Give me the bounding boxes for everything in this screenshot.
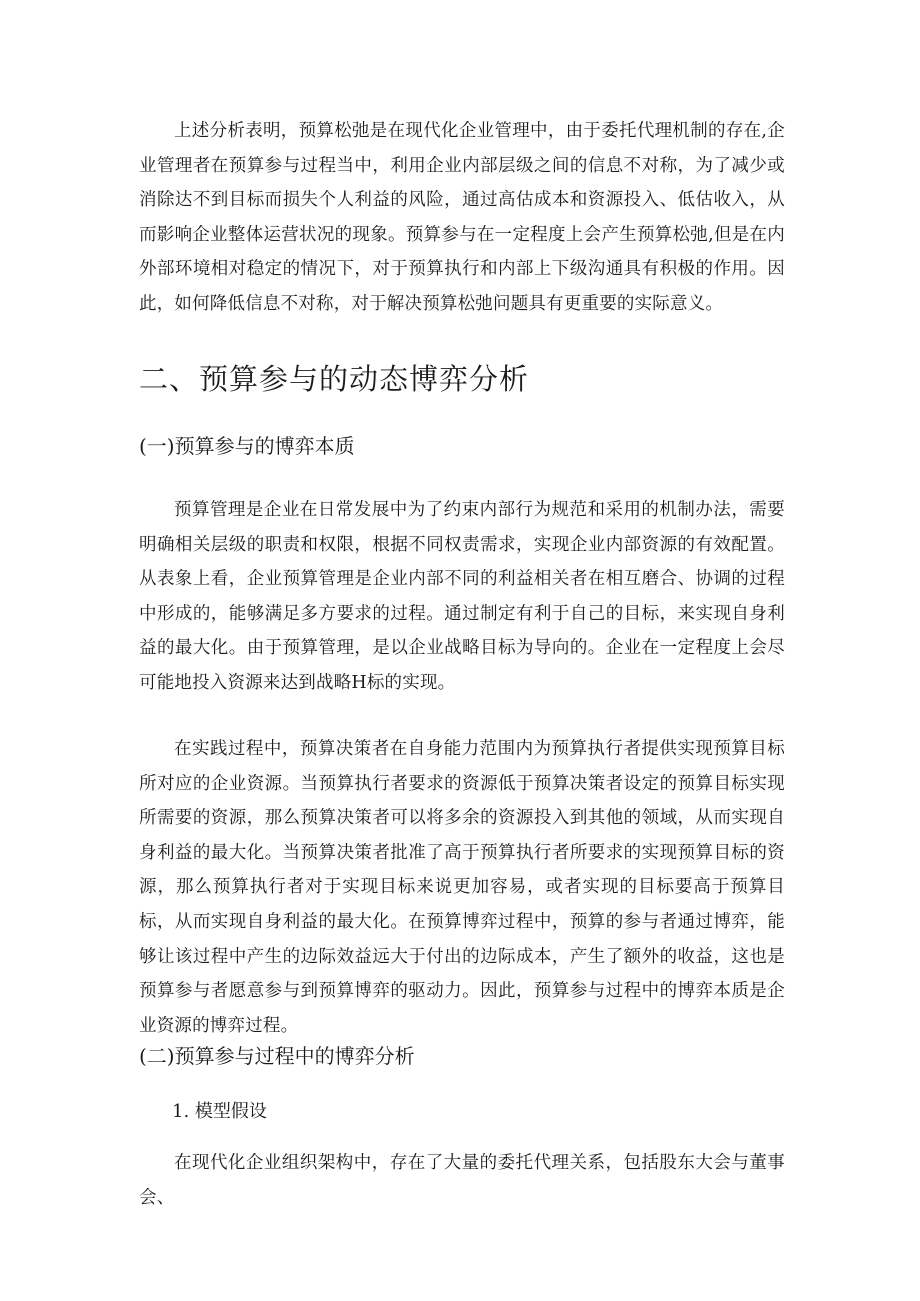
item-heading-model-assumptions: 1. 模型假设: [172, 1101, 267, 1122]
paragraph-budget-management: 预算管理是企业在日常发展中为了约束内部行为规范和采用的机制办法，需要明确相关层级的职责和权限，根据不同权责需求，实现企业内部资源的有效配置。从表象上看，企业预算管理是企业内部不同的利益相关者在相互磨合、协调的过程中形成的，能够满足多方要求的过程。通过制定有利于自己的目标，来实现自身利益的最大化。由于预算管理，是以企业战略目标为导向的。企业在一定程度上会尽可能地投入资源来达到战略H标的实现。: [139, 500, 785, 693]
paragraph-budget-slack-summary: 上述分析表明，预算松弛是在现代化企业管理中，由于委托代理机制的存在,企业管理者在预算参与过程当中，利用企业内部层级之间的信息不对称，为了减少或消除达不到目标而损失个人利益的风险，通过高估成本和资源投入、低估收入，从而影响企业整体运营状况的现象。预算参与在一定程度上会产生预算松弛,但是在内外部环境相对稳定的情况下，对于预算执行和内部上下级沟通具有积极的作用。因此，如何降低信息不对称，对于解决预算松弛问题具有更重要的实际意义。: [139, 121, 785, 314]
paragraph-principal-agent: 在现代化企业组织架构中，存在了大量的委托代理关系，包括股东大会与董事会、: [139, 1153, 785, 1208]
subsection-heading-game-essence: (一)预算参与的博弈本质: [139, 434, 355, 458]
subsection-heading-game-analysis: (二)预算参与过程中的博弈分析: [139, 1044, 415, 1068]
section-heading-dynamic-game-analysis: 二、预算参与的动态博弈分析: [139, 362, 530, 396]
paragraph-practice-process: 在实践过程中，预算决策者在自身能力范围内为预算执行者提供实现预算目标所对应的企业资源。当预算执行者要求的资源低于预算决策者设定的预算目标实现所需要的资源，那么预算决策者可以将多余的资源投入到其他的领域，从而实现自身利益的最大化。当预算决策者批准了高于预算执行者所要求的实现预算目标的资源，那么预算执行者对于实现目标来说更加容易，或者实现的目标要高于预算目标，从而实现自身利益的最大化。在预算博弈过程中，预算的参与者通过博弈，能够让该过程中产生的边际效益远大于付出的边际成本，产生了额外的收益，这也是预算参与者愿意参与到预算博弈的驱动力。因此，预算参与过程中的博弈本质是企业资源的博弈过程。: [139, 739, 785, 1036]
